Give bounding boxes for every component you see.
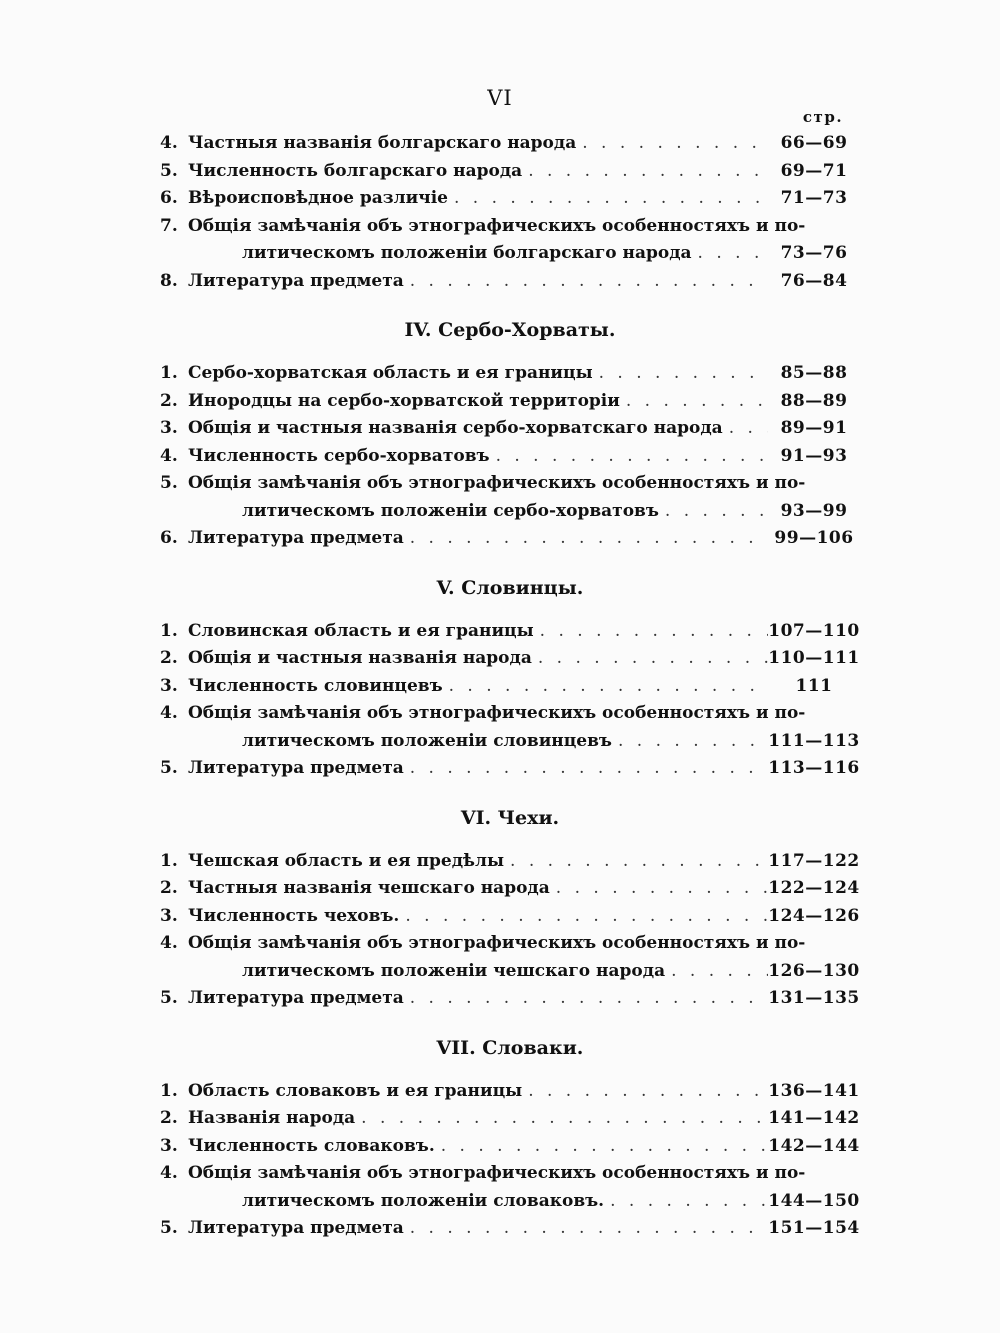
entry-title: литическомъ положеніи болгарскаго народа bbox=[242, 243, 692, 263]
toc-section bbox=[160, 317, 860, 553]
entry-pages: 111 bbox=[795, 675, 833, 696]
toc-entry-line bbox=[160, 498, 860, 526]
entry-title: литическомъ положеніи сербо-хорватовъ bbox=[242, 500, 659, 521]
entry-title: Область словаковъ и ея границы bbox=[188, 1080, 523, 1101]
toc-entry bbox=[160, 1133, 860, 1161]
entry-title: Словинская область и ея границы bbox=[188, 620, 534, 641]
entry-pages: 89—91 bbox=[780, 418, 848, 438]
toc-entry-line bbox=[160, 618, 860, 646]
toc-entry-line bbox=[160, 1215, 860, 1243]
toc-entry-line bbox=[160, 130, 860, 158]
toc-entry bbox=[160, 268, 860, 296]
entry-number: 4. bbox=[160, 1163, 178, 1183]
dot-leader bbox=[576, 130, 768, 158]
toc-entry bbox=[160, 443, 860, 471]
entry-number: 5. bbox=[160, 473, 178, 493]
dot-leader bbox=[404, 985, 768, 1013]
entry-pages: 151—154 bbox=[768, 1218, 860, 1238]
entry-title: Численность сербо-хорватовъ bbox=[188, 445, 490, 466]
entry-title: литическомъ положеніи чешскаго народа bbox=[242, 960, 666, 981]
dot-leader bbox=[522, 1078, 768, 1106]
entry-pages: 122—124 bbox=[768, 878, 860, 898]
dot-leader bbox=[532, 645, 768, 673]
toc-entry-line bbox=[160, 268, 860, 296]
dot-leader bbox=[404, 268, 768, 296]
toc-entry bbox=[160, 388, 860, 416]
entry-number: 2. bbox=[160, 390, 178, 411]
dot-leader bbox=[723, 415, 768, 443]
toc-entry-line bbox=[160, 700, 860, 728]
dot-leader bbox=[659, 498, 768, 526]
entry-number: 5. bbox=[160, 758, 178, 778]
entry-title: Литература предмета bbox=[188, 1218, 404, 1238]
dot-leader bbox=[404, 1215, 768, 1243]
toc-entry-line bbox=[160, 388, 860, 416]
entry-pages: 142—144 bbox=[768, 1135, 860, 1156]
toc-entry-line bbox=[160, 1078, 860, 1106]
toc-entry bbox=[160, 700, 860, 755]
toc-section bbox=[160, 1035, 860, 1243]
toc-entry-line bbox=[160, 875, 860, 903]
toc-entry-line bbox=[160, 958, 860, 986]
toc-sections bbox=[160, 317, 860, 1243]
toc-entry bbox=[160, 618, 860, 646]
entry-pages: 141—142 bbox=[768, 1108, 860, 1128]
entry-title: Численность чеховъ. bbox=[188, 905, 400, 926]
toc-entry-line bbox=[160, 1188, 860, 1216]
entry-pages: 85—88 bbox=[780, 363, 848, 383]
toc-entry bbox=[160, 875, 860, 903]
toc-section bbox=[160, 805, 860, 1013]
toc-entry-line bbox=[160, 930, 860, 958]
entry-pages: 136—141 bbox=[768, 1080, 860, 1101]
entry-number: 4. bbox=[160, 133, 178, 153]
entry-pages: 124—126 bbox=[768, 905, 860, 926]
dot-leader bbox=[443, 673, 768, 701]
toc-entry bbox=[160, 470, 860, 525]
toc-entry bbox=[160, 213, 860, 268]
toc-entry-line bbox=[160, 213, 860, 241]
entry-title: литическомъ положеніи словинцевъ bbox=[242, 730, 612, 751]
entry-number: 3. bbox=[160, 675, 178, 696]
toc-intro-list bbox=[160, 130, 860, 295]
entry-number: 2. bbox=[160, 1108, 178, 1128]
dot-leader bbox=[504, 848, 768, 876]
entry-number: 1. bbox=[160, 620, 178, 641]
toc-entry-line bbox=[160, 470, 860, 498]
toc-entry bbox=[160, 755, 860, 783]
toc-entry-line bbox=[160, 158, 860, 186]
entry-number: 3. bbox=[160, 1135, 178, 1156]
entry-title: Общія замѣчанія объ этнографическихъ особенностяхъ и по- bbox=[188, 703, 806, 723]
toc-entry bbox=[160, 360, 860, 388]
entry-title: Общія замѣчанія объ этнографическихъ особенностяхъ и по- bbox=[188, 933, 806, 953]
entry-number: 6. bbox=[160, 188, 178, 208]
entry-number: 3. bbox=[160, 905, 178, 926]
entry-title: Численность словинцевъ bbox=[188, 675, 443, 696]
toc-entry bbox=[160, 1078, 860, 1106]
pages-column-label: стр. bbox=[802, 108, 844, 126]
toc-entry-line bbox=[160, 360, 860, 388]
entry-pages: 93—99 bbox=[780, 500, 848, 521]
entry-pages: 76—84 bbox=[780, 270, 848, 291]
entry-title: Чешская область и ея предѣлы bbox=[188, 850, 505, 871]
toc-entry-line bbox=[160, 1133, 860, 1161]
dot-leader bbox=[399, 903, 768, 931]
toc-entry-line bbox=[160, 848, 860, 876]
section-heading: VI. Чехи. bbox=[460, 806, 560, 829]
entry-title: Общія замѣчанія объ этнографическихъ особенностяхъ и по- bbox=[188, 215, 806, 236]
toc-entry bbox=[160, 903, 860, 931]
entry-number: 4. bbox=[160, 933, 178, 953]
toc-entry-line bbox=[160, 1105, 860, 1133]
entry-title: Сербо-хорватская область и ея границы bbox=[188, 363, 593, 383]
toc-entry-line bbox=[160, 755, 860, 783]
entry-title: Общія замѣчанія объ этнографическихъ особенностяхъ и по- bbox=[188, 1163, 806, 1183]
entry-pages: 144—150 bbox=[768, 1190, 860, 1211]
entry-pages: 71—73 bbox=[780, 188, 848, 208]
toc-entry-line bbox=[160, 645, 860, 673]
section-heading: VII. Словаки. bbox=[436, 1036, 584, 1059]
entry-number: 7. bbox=[160, 215, 178, 236]
entry-pages: 131—135 bbox=[768, 988, 860, 1008]
toc-entry bbox=[160, 848, 860, 876]
entry-pages: 126—130 bbox=[768, 960, 860, 981]
dot-leader bbox=[404, 755, 768, 783]
entry-number: 1. bbox=[160, 850, 178, 871]
dot-leader bbox=[534, 618, 768, 646]
entry-pages: 99—106 bbox=[774, 528, 854, 548]
toc-entry bbox=[160, 673, 860, 701]
entry-title: Вѣроисповѣдное различіе bbox=[188, 188, 448, 208]
entry-title: Общія замѣчанія объ этнографическихъ особенностяхъ и по- bbox=[188, 473, 806, 493]
dot-leader bbox=[355, 1105, 768, 1133]
entry-number: 5. bbox=[160, 1218, 178, 1238]
entry-pages: 91—93 bbox=[780, 445, 848, 466]
toc-entry-line bbox=[160, 728, 860, 756]
entry-title: Частныя названія болгарскаго народа bbox=[188, 133, 577, 153]
entry-title: Инородцы на сербо-хорватской территоріи bbox=[188, 390, 620, 411]
entry-title: Численность болгарскаго народа bbox=[188, 160, 523, 181]
toc-entry-line bbox=[160, 1160, 860, 1188]
dot-leader bbox=[612, 728, 768, 756]
entry-title: Частныя названія чешскаго народа bbox=[188, 878, 550, 898]
toc-entry bbox=[160, 415, 860, 443]
entry-pages: 110—111 bbox=[768, 648, 860, 668]
entry-number: 5. bbox=[160, 160, 178, 181]
entry-title: Названія народа bbox=[188, 1108, 356, 1128]
entry-pages: 107—110 bbox=[768, 620, 860, 641]
toc-entry bbox=[160, 130, 860, 158]
entry-pages: 113—116 bbox=[768, 758, 860, 778]
dot-leader bbox=[435, 1133, 768, 1161]
toc-entry-line bbox=[160, 903, 860, 931]
dot-leader bbox=[665, 958, 768, 986]
entry-title: Численность словаковъ. bbox=[188, 1135, 435, 1156]
toc-entry-line bbox=[160, 185, 860, 213]
entry-pages: 73—76 bbox=[780, 243, 848, 263]
section-heading: V. Словинцы. bbox=[436, 576, 584, 599]
toc-entry bbox=[160, 185, 860, 213]
entry-title: литическомъ положеніи словаковъ. bbox=[242, 1190, 605, 1211]
toc-entry-line bbox=[160, 443, 860, 471]
entry-number: 2. bbox=[160, 878, 178, 898]
toc-entry bbox=[160, 1105, 860, 1133]
entry-number: 1. bbox=[160, 1080, 178, 1101]
entry-pages: 66—69 bbox=[780, 133, 848, 153]
entry-number: 3. bbox=[160, 418, 178, 438]
toc-entry bbox=[160, 158, 860, 186]
toc-entry bbox=[160, 985, 860, 1013]
toc-entry bbox=[160, 930, 860, 985]
entry-pages: 117—122 bbox=[768, 850, 860, 871]
toc-section bbox=[160, 575, 860, 783]
dot-leader bbox=[620, 388, 768, 416]
toc-entry-line bbox=[160, 673, 860, 701]
entry-number: 5. bbox=[160, 988, 178, 1008]
toc-entry bbox=[160, 1160, 860, 1215]
section-heading: IV. Сербо-Хорваты. bbox=[404, 319, 616, 341]
entry-number: 6. bbox=[160, 528, 178, 548]
toc-entry bbox=[160, 525, 860, 553]
dot-leader bbox=[448, 185, 768, 213]
entry-title: Общія и частныя названія сербо-хорватскаго народа bbox=[188, 418, 723, 438]
dot-leader bbox=[692, 240, 768, 268]
dot-leader bbox=[522, 158, 768, 186]
entry-number: 2. bbox=[160, 648, 178, 668]
dot-leader bbox=[604, 1188, 768, 1216]
dot-leader bbox=[404, 525, 768, 553]
entry-pages: 88—89 bbox=[780, 390, 848, 411]
toc-entry bbox=[160, 1215, 860, 1243]
toc-entry-line bbox=[160, 985, 860, 1013]
toc-entry-line bbox=[160, 415, 860, 443]
entry-title: Литература предмета bbox=[188, 988, 404, 1008]
entry-pages: 111—113 bbox=[768, 730, 860, 751]
table-of-contents bbox=[160, 130, 860, 1243]
entry-number: 1. bbox=[160, 363, 178, 383]
entry-number: 8. bbox=[160, 270, 178, 291]
entry-title: Литература предмета bbox=[188, 528, 404, 548]
entry-title: Литература предмета bbox=[188, 758, 404, 778]
dot-leader bbox=[490, 443, 768, 471]
entry-number: 4. bbox=[160, 445, 178, 466]
entry-pages: 69—71 bbox=[780, 160, 848, 181]
toc-entry-line bbox=[160, 525, 860, 553]
entry-title: Литература предмета bbox=[188, 270, 404, 291]
entry-title: Общія и частныя названія народа bbox=[188, 648, 532, 668]
dot-leader bbox=[593, 360, 768, 388]
toc-entry bbox=[160, 645, 860, 673]
toc-entry-line bbox=[160, 240, 860, 268]
entry-number: 4. bbox=[160, 703, 178, 723]
page-number: VI bbox=[487, 86, 513, 110]
dot-leader bbox=[550, 875, 768, 903]
